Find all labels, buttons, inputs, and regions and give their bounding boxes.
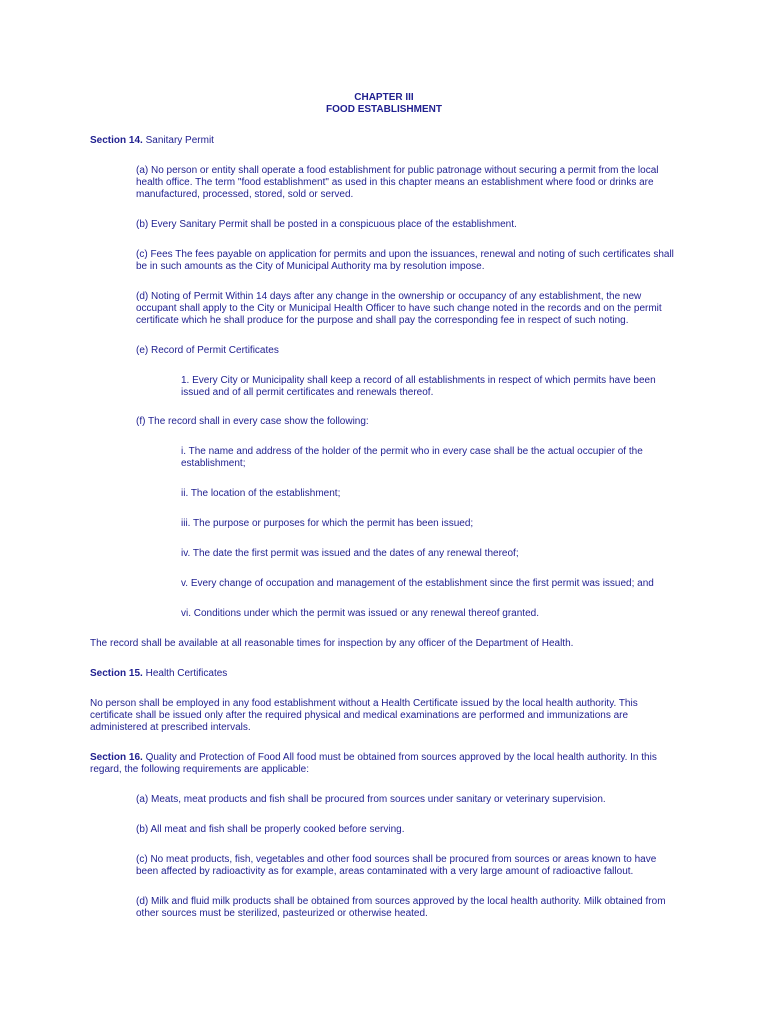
- section-15-title: Health Certificates: [145, 668, 228, 679]
- section-14-paragraph-e1: 1. Every City or Municipality shall keep a record of all establishments in respect of which permits have been issued and of all permit certificates and renewals thereof.: [181, 375, 656, 398]
- section-14-closing: The record shall be available at all reasonable times for inspection by any officer of the Department of Health.: [90, 638, 574, 649]
- section-14-paragraph-f: (f) The record shall in every case show the following:: [136, 416, 369, 427]
- section-14-paragraph-b: (b) Every Sanitary Permit shall be posted in a conspicuous place of the establishment.: [136, 219, 517, 230]
- chapter-title: FOOD ESTABLISHMENT: [326, 104, 442, 115]
- section-14-item-v: v. Every change of occupation and management of the establishment since the first permit was issued; and: [181, 578, 654, 589]
- section-14-label: Section 14.: [90, 135, 143, 146]
- section-14-item-iv: iv. The date the first permit was issued and the dates of any renewal thereof;: [181, 548, 519, 559]
- section-14-heading: [90, 135, 680, 147]
- section-14-item-vi: vi. Conditions under which the permit was issued or any renewal thereof granted.: [181, 608, 539, 619]
- section-16-paragraph-a: (a) Meats, meat products and fish shall be procured from sources under sanitary or veterinary supervision.: [136, 794, 606, 805]
- chapter-number: CHAPTER III: [354, 92, 414, 103]
- section-14-item-ii: ii. The location of the establishment;: [181, 488, 341, 499]
- section-16-intro: [90, 752, 680, 776]
- section-14-paragraph-a: (a) No person or entity shall operate a food establishment for public patronage without securing a permit from the local health office. The term "food establishment" as used in this chapter means an establishment where food or drinks are manufactured, processed, stored, sold or served.: [136, 165, 659, 200]
- section-14-paragraph-e: (e) Record of Permit Certificates: [136, 345, 279, 356]
- section-14-paragraph-c: (c) Fees The fees payable on application for permits and upon the issuances, renewal and noting of such certificates shall be in such amounts as the City of Municipal Authority ma by resolution impose.: [136, 249, 674, 272]
- section-14-title: Sanitary Permit: [145, 135, 214, 146]
- section-16-paragraph-d: (d) Milk and fluid milk products shall be obtained from sources approved by the local health authority. Milk obtained from other sources must be sterilized, pasteurized or otherwise heated.: [136, 896, 666, 919]
- section-14-item-i: i. The name and address of the holder of the permit who in every case shall be the actual occupier of the establishment;: [181, 446, 643, 469]
- section-14-item-iii: iii. The purpose or purposes for which the permit has been issued;: [181, 518, 474, 529]
- section-15-heading: [90, 668, 680, 680]
- section-15-label: Section 15.: [90, 668, 143, 679]
- section-16-paragraph-b: (b) All meat and fish shall be properly cooked before serving.: [136, 824, 405, 835]
- section-14-paragraph-d: (d) Noting of Permit Within 14 days after any change in the ownership or occupancy of any establishment, the new occupant shall apply to the City or Municipal Health Officer to have such change noted in the records and on the permit certificate which he shall produce for the purpose and shall pay the corresponding fee in respect of such noting.: [136, 291, 662, 326]
- section-16-intro-text: Quality and Protection of Food All food must be obtained from sources approved by the local health authority. In this regard, the following requirements are applicable:: [90, 752, 657, 775]
- section-16-label: Section 16.: [90, 752, 143, 763]
- section-15-body: No person shall be employed in any food establishment without a Health Certificate issued by the local health authority. This certificate shall be issued only after the required physical and medical examinations are performed and immunizations are administered at prescribed intervals.: [90, 698, 638, 733]
- section-16-paragraph-c: (c) No meat products, fish, vegetables and other food sources shall be procured from sources or areas known to have been affected by radioactivity as for example, areas contaminated with a very large amount of radioactive fallout.: [136, 854, 657, 877]
